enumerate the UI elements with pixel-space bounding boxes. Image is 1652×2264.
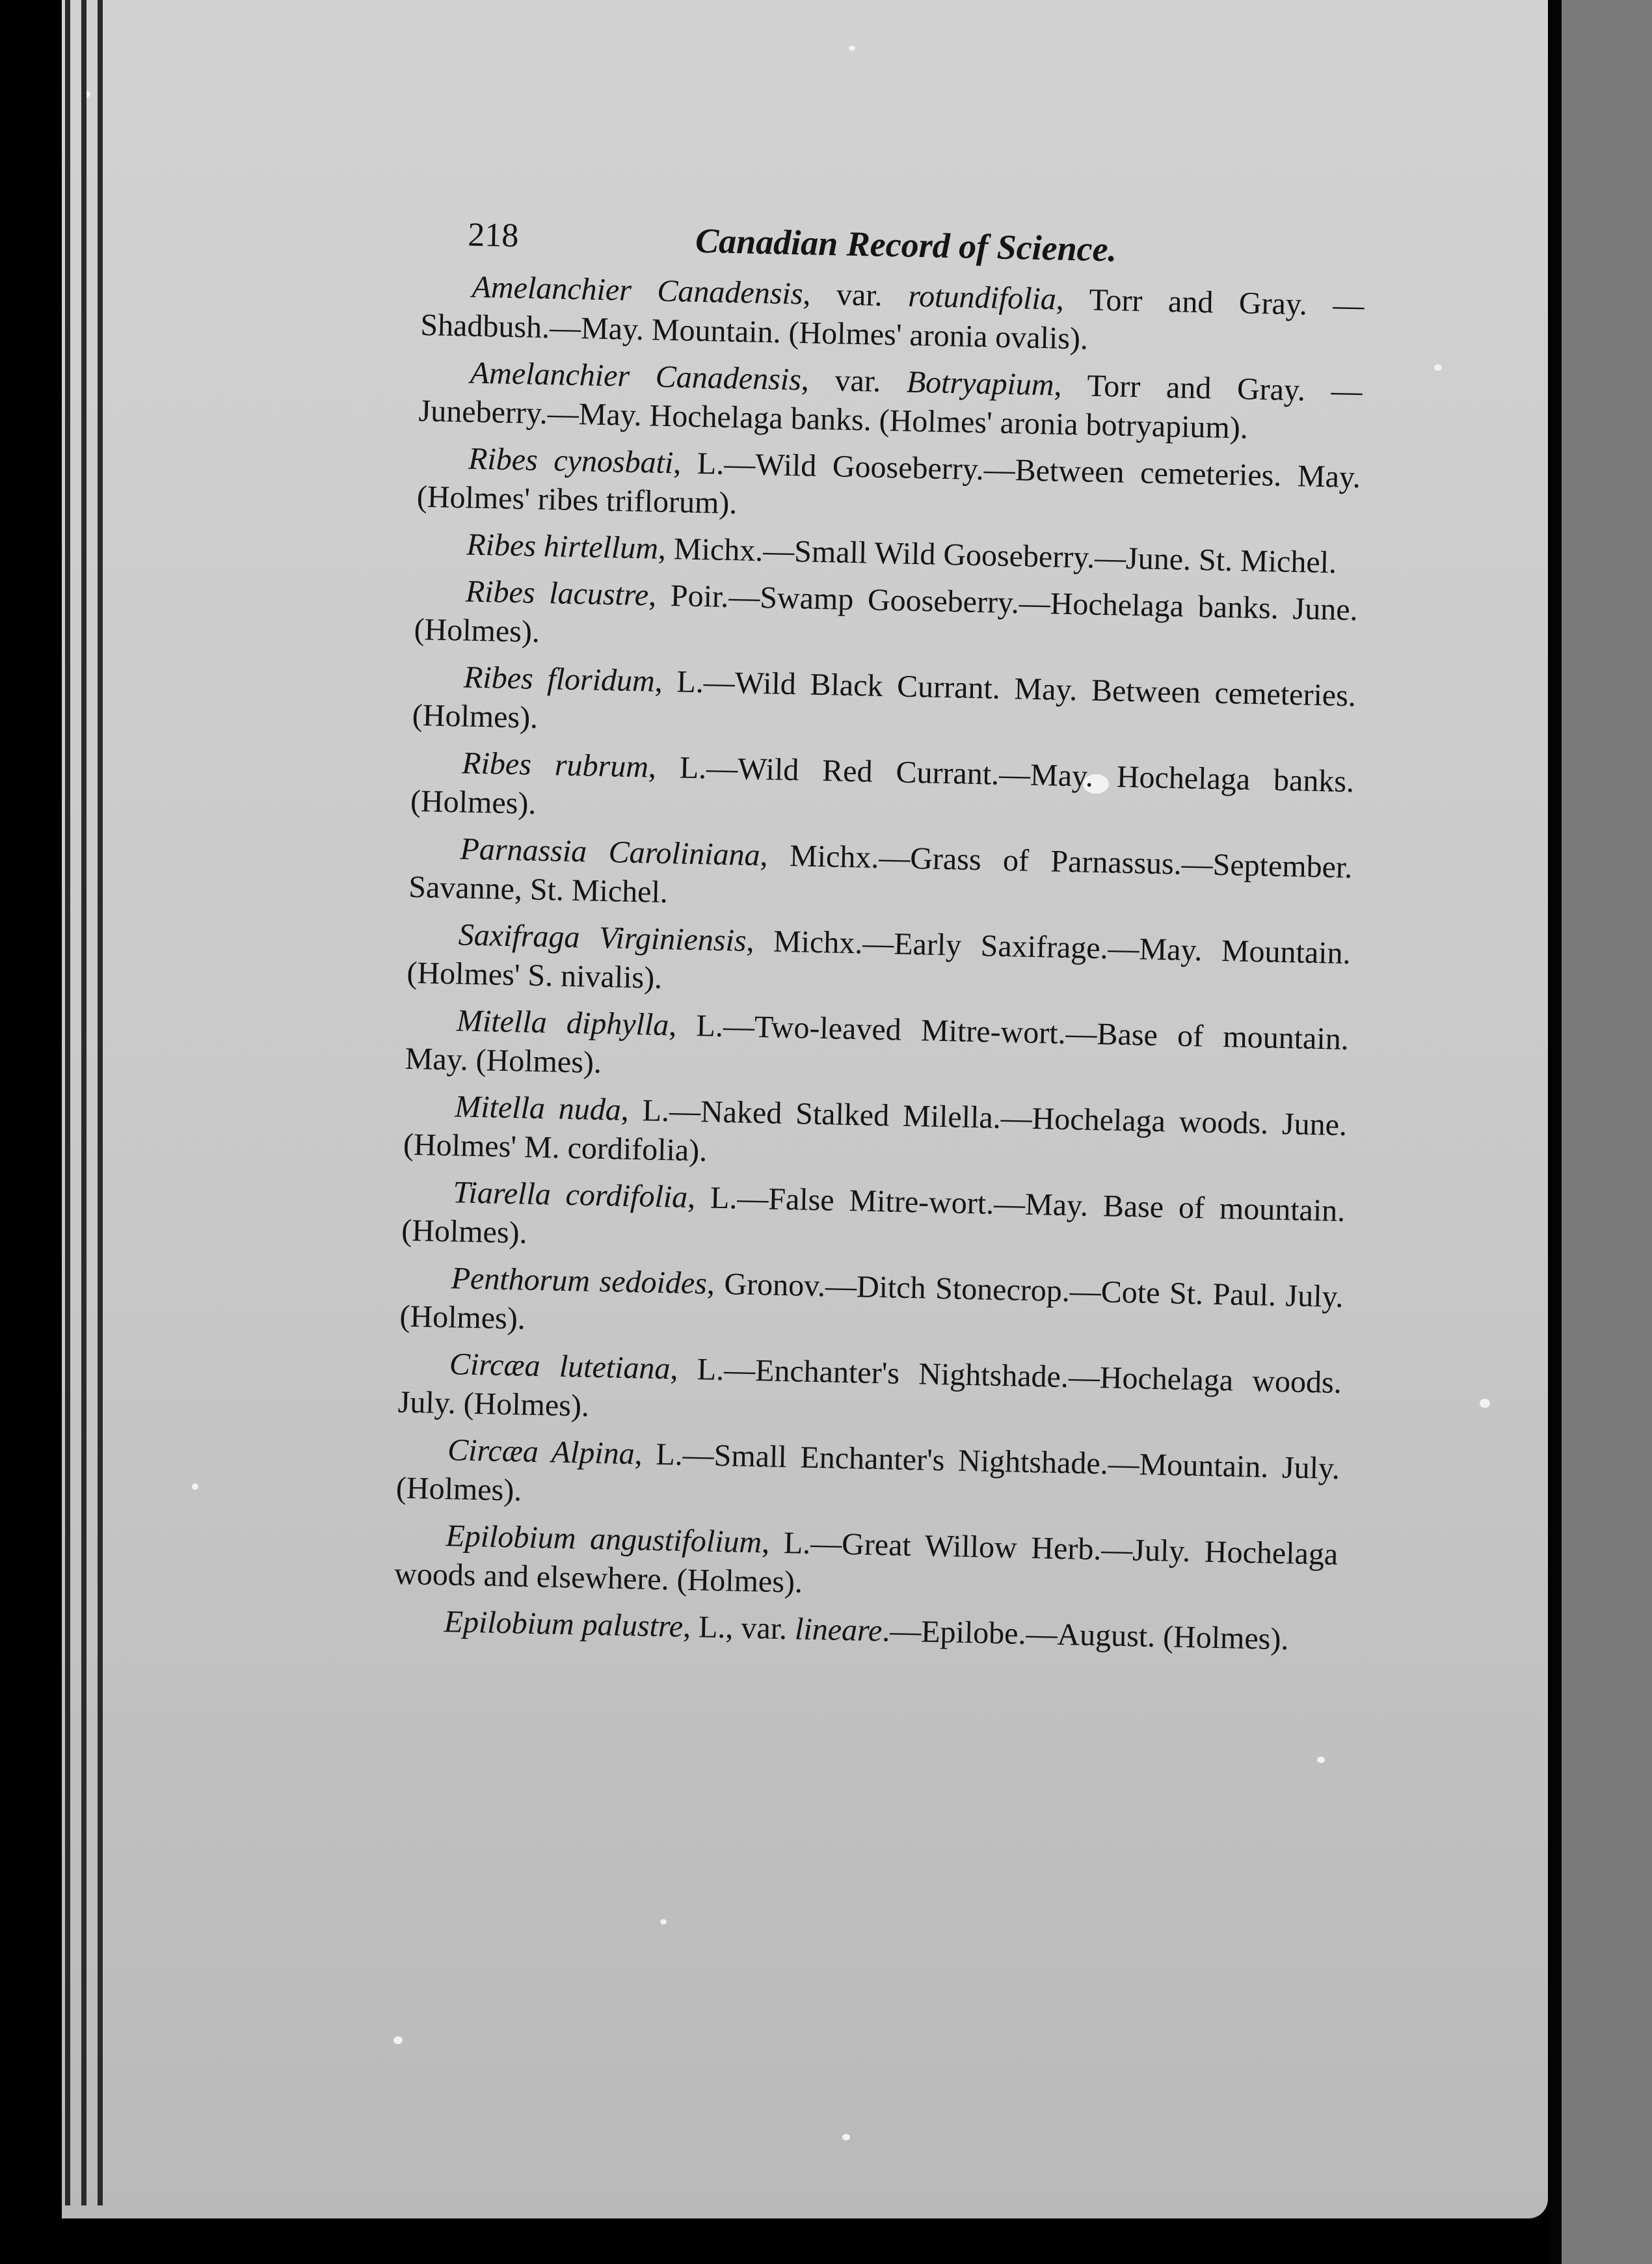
entry-description: , L.—Wild Red Currant.—May. Hochelaga banks. (Holmes). (410, 749, 1355, 821)
page-edge (65, 0, 70, 2205)
species-name: Amelanchier Canadensis (470, 355, 802, 398)
species-entry (405, 1001, 1349, 1098)
entry-description: , Michx.—Small Wild Gooseberry.—June. St. Michel. (658, 531, 1337, 580)
variety-name: Botryapium (906, 364, 1055, 403)
opposite-page-strip (1562, 0, 1652, 2264)
species-entry (397, 1344, 1342, 1442)
species-entry (401, 1172, 1346, 1270)
entry-description: , L.—Wild Gooseberry.—Between cemeteries. May. (Holmes' ribes triflorum). (416, 446, 1361, 521)
species-entry (410, 743, 1354, 841)
entry-description: , L.—Two-leaved Mitre-wort.—Base of mountain. May. (Holmes). (405, 1008, 1350, 1081)
species-entry (416, 438, 1361, 536)
species-name: Parnassia Caroliniana (460, 831, 761, 873)
species-name: Tiarella cordifolia (452, 1175, 688, 1215)
page-edge (98, 0, 103, 2205)
species-name: Ribes hirtellum (466, 527, 659, 566)
entry-list (393, 267, 1365, 1660)
species-name: Amelanchier Canadensis (472, 269, 804, 312)
species-name: Epilobium angustifolium (445, 1518, 762, 1560)
entry-description: .—Epilobe.—August. (Holmes). (881, 1613, 1289, 1657)
entry-description: , L.—Wild Black Currant. May. Between cemeteries. (Holmes). (412, 664, 1357, 735)
entry-description: , L.—Naked Stalked Milella.—Hochelaga woods. June. (Holmes' M. cordifolia). (403, 1092, 1348, 1168)
species-name: Epilobium palustre (444, 1604, 684, 1644)
text-block (393, 215, 1366, 1668)
species-name: Ribes cynosbati (468, 441, 674, 481)
entry-description: , Michx.—Early Saxifrage.—May. Mountain. (Holmes' S. nivalis). (406, 923, 1352, 995)
variety-name: lineare (794, 1611, 883, 1649)
entry-description: , Michx.—Grass of Parnassus.—September. Savanne, St. Michel. (408, 838, 1353, 910)
species-name: Mitella nuda (454, 1089, 622, 1127)
running-title: Canadian Record of Science. (695, 221, 1117, 269)
variety-prefix: , var. (802, 276, 909, 314)
entry-description: , L.—Enchanter's Nightshade.—Hochelaga woods. July. (Holmes). (397, 1351, 1342, 1423)
species-entry (412, 657, 1356, 755)
species-name: Circæa lutetiana (449, 1347, 671, 1386)
species-name: Mitella diphylla (456, 1003, 669, 1043)
species-entry (414, 571, 1358, 669)
entry-description: , L.—False Mitre-wort.—May. Base of mountain. (Holmes). (401, 1179, 1346, 1250)
species-name: Ribes floridum (463, 660, 656, 699)
species-name: Ribes lacustre (465, 574, 649, 613)
entry-description: , L.—Small Enchanter's Nightshade.—Mountain. July. (Holmes). (395, 1436, 1340, 1508)
page-number: 218 (467, 216, 519, 255)
species-entry (394, 1516, 1339, 1613)
variety-prefix: , L., var. (682, 1609, 795, 1647)
variety-name: rotundifolia (907, 278, 1057, 317)
species-entry (395, 1430, 1340, 1528)
entry-description: , Poir.—Swamp Gooseberry.—Hochelaga banks. June. (Holmes). (414, 578, 1359, 649)
entry-description: , Torr and Gray. —Juneberry.—May. Hochelaga banks. (Holmes' aronia botryapium). (418, 368, 1363, 446)
binding-gutter (1551, 0, 1562, 2264)
variety-prefix: , var. (801, 362, 907, 399)
entry-description: , Torr and Gray. —Shadbush.—May. Mountain. (Holmes' aronia ovalis). (420, 282, 1365, 357)
species-entry (406, 915, 1351, 1012)
page-edge (81, 0, 87, 2205)
entry-description: , L.—Great Willow Herb.—July. Hochelaga woods and elsewhere. (Holmes). (393, 1525, 1339, 1600)
species-name: Ribes rubrum (461, 746, 649, 785)
species-name: Penthorum sedoides (451, 1261, 708, 1301)
species-entry (418, 353, 1363, 450)
species-entry (408, 829, 1353, 926)
species-name: Saxifraga Virginiensis (458, 917, 747, 958)
species-name: Circæa Alpina (447, 1433, 635, 1472)
species-entry (399, 1258, 1344, 1356)
entry-description: , Gronov.—Ditch Stonecrop.—Cote St. Paul. July. (Holmes). (399, 1266, 1344, 1336)
species-entry (403, 1086, 1347, 1184)
